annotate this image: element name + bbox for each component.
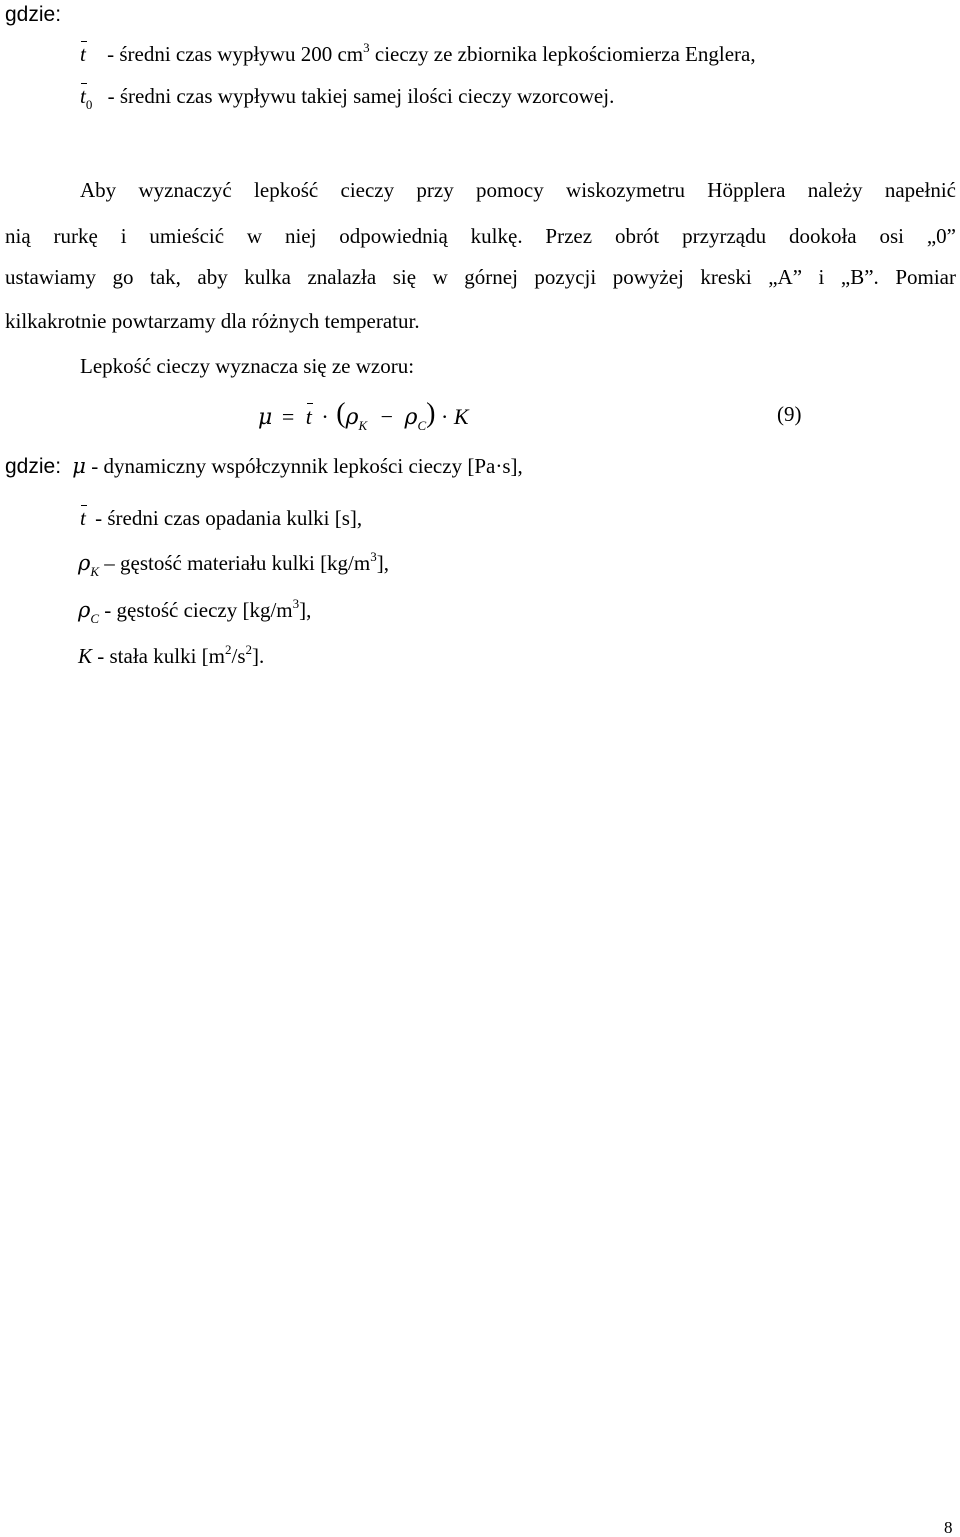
definition-k <box>78 642 265 668</box>
subscript-k: K <box>358 418 368 433</box>
definition-end: ], <box>376 551 389 575</box>
gdzie-label: gdzie: <box>5 455 62 478</box>
k-symbol: K <box>78 644 93 668</box>
minus-sign: − <box>380 404 394 429</box>
definition-end: ], <box>299 598 312 622</box>
paragraph-line-3: ustawiamy go tak, aby kulka znalazła się w górnej pozycji powyżej kreski „A” i „B”. Pomiar <box>5 265 956 289</box>
gdzie-label: gdzie: <box>5 3 62 26</box>
definition-text-cont: cieczy ze zbiornika lepkościomierza Englera, <box>369 42 756 66</box>
superscript: 3 <box>363 40 370 55</box>
rho-symbol: ρ <box>78 551 91 575</box>
definition-text: – gęstość materiału kulki [kg/m <box>99 551 371 575</box>
superscript: 2 <box>225 642 232 657</box>
superscript: 3 <box>370 549 377 564</box>
definition-t <box>80 508 362 529</box>
right-paren: ) <box>426 398 436 429</box>
t-bar-symbol: t <box>80 84 86 108</box>
equals-sign: = <box>281 404 295 429</box>
mu-symbol: μ <box>72 454 86 478</box>
page-number: 8 <box>944 1518 953 1537</box>
left-paren: ( <box>336 398 346 429</box>
t-bar-symbol: t <box>305 404 312 429</box>
subscript-c: C <box>90 611 100 626</box>
subscript-c: C <box>417 418 427 433</box>
definition-text: - stała kulki [m <box>92 644 225 668</box>
paragraph-line-2: nią rurkę i umieścić w niej odpowiednią kulkę. Przez obrót przyrządu dookoła osi „0” <box>5 224 956 248</box>
definition-text: - średni czas wypływu 200 cm <box>107 42 364 66</box>
formula-intro: Lepkość cieczy wyznacza się ze wzoru: <box>80 354 415 378</box>
rho-symbol: ρ <box>78 598 91 622</box>
definition-mu <box>5 456 523 477</box>
formula-9 <box>258 398 469 433</box>
definition-text: - dynamiczny współczynnik lepkości cieczy [Pa·s], <box>85 454 523 478</box>
paragraph-line-1: Aby wyznaczyć lepkość cieczy przy pomocy wiskozymetru Höpplera należy napełnić <box>80 178 956 202</box>
definition-rho-k <box>78 549 389 579</box>
definition-rho-c <box>78 596 312 626</box>
definition-t0 <box>80 84 615 112</box>
t-bar-symbol: t <box>80 42 86 66</box>
definition-mid: /s <box>231 644 246 668</box>
dot-operator: · <box>321 404 329 429</box>
definition-t-engler <box>80 40 756 66</box>
definition-text: - średni czas wypływu takiej samej ilości cieczy wzorcowej. <box>107 84 615 108</box>
definition-end: ]. <box>252 644 265 668</box>
mu-symbol: μ <box>258 405 273 430</box>
superscript: 3 <box>292 596 300 611</box>
rho-symbol: ρ <box>404 405 418 430</box>
subscript-k: K <box>90 564 100 579</box>
rho-symbol: ρ <box>345 405 359 430</box>
subscript: 0 <box>85 97 93 112</box>
definition-text: - średni czas opadania kulki [s], <box>89 506 363 530</box>
k-symbol: K <box>453 404 469 429</box>
dot-operator: · <box>440 404 449 429</box>
equation-number: (9) <box>777 402 802 426</box>
superscript: 2 <box>245 642 253 657</box>
paragraph-line-4: kilkakrotnie powtarzamy dla różnych temperatur. <box>5 309 420 333</box>
definition-text: - gęstość cieczy [kg/m <box>99 598 293 622</box>
t-bar-symbol: t <box>80 506 86 530</box>
